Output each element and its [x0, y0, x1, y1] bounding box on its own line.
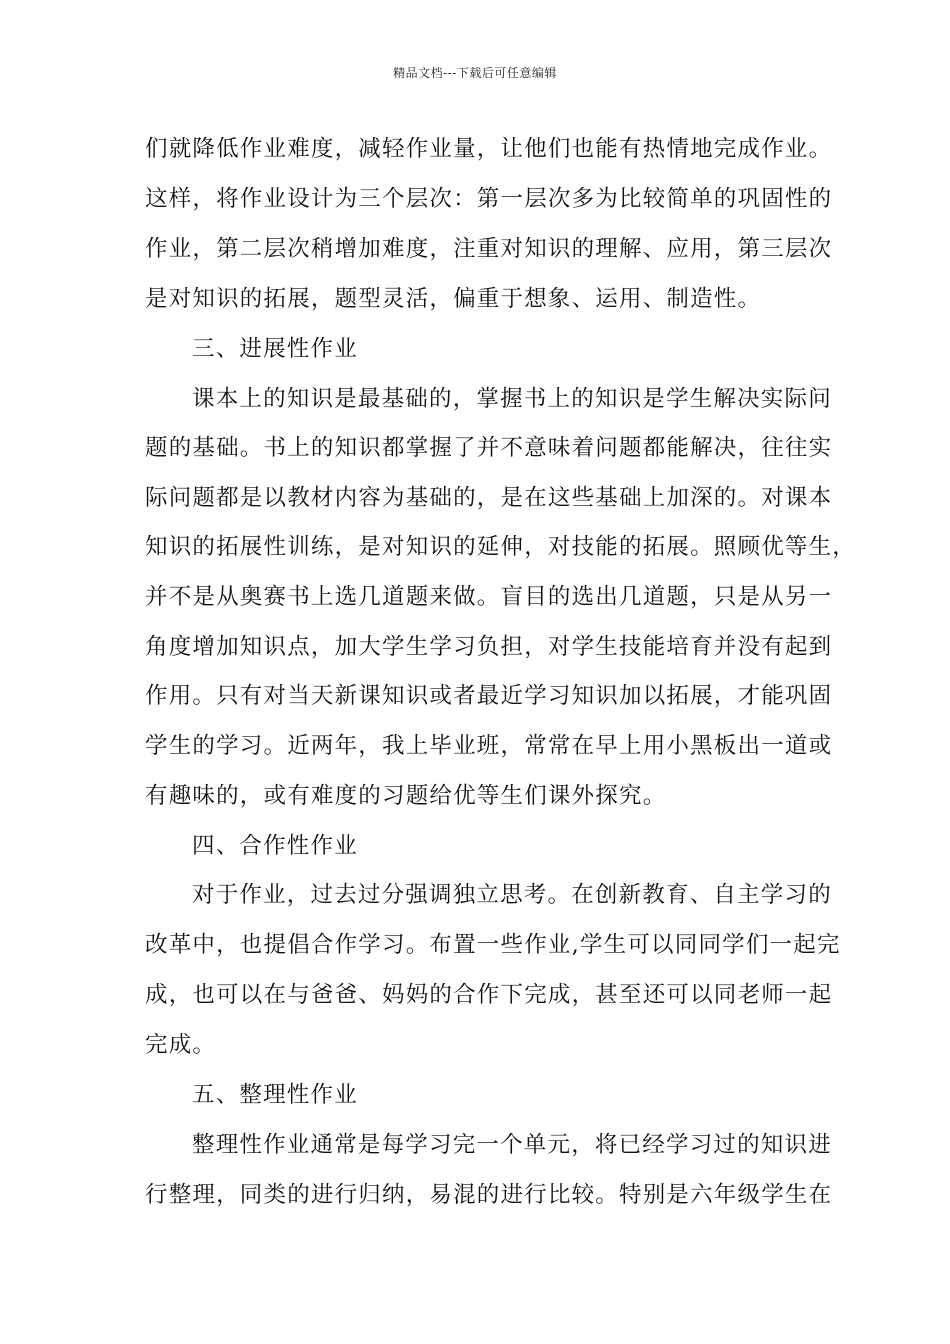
section-heading: 四、合作性作业: [192, 833, 358, 859]
paragraph-line: 作业，第二层次稍增加难度，注重对知识的理解、应用，第三层次: [145, 236, 833, 262]
paragraph-line: 知识的拓展性训练，是对知识的延伸，对技能的拓展。照顾优等生，: [145, 534, 857, 560]
paragraph-line: 并不是从奥赛书上选几道题来做。盲目的选出几道题，只是从另一: [145, 584, 833, 610]
paragraph-line: 整理性作业通常是每学习完一个单元，将已经学习过的知识进: [192, 1132, 832, 1158]
paragraph-line: 完成。: [145, 1032, 217, 1058]
paragraph-line: 角度增加知识点，加大学生学习负担，对学生技能培育并没有起到: [145, 634, 833, 660]
paragraph-line: 有趣味的，或有难度的习题给优等生们课外探究。: [145, 783, 667, 809]
paragraph-line: 学生的学习。近两年，我上毕业班，常常在早上用小黑板出一道或: [145, 733, 833, 759]
paragraph-line: 们就降低作业难度，减轻作业量，让他们也能有热情地完成作业。: [145, 136, 833, 162]
paragraph-line: 课本上的知识是最基础的，掌握书上的知识是学生解决实际问: [192, 386, 832, 412]
paragraph-line: 作用。只有对当天新课知识或者最近学习知识加以拓展，才能巩固: [145, 683, 833, 709]
paragraph-line: 是对知识的拓展，题型灵活，偏重于想象、运用、制造性。: [145, 286, 762, 312]
section-heading: 三、进展性作业: [192, 336, 358, 362]
section-heading: 五、整理性作业: [192, 1082, 358, 1108]
paragraph-line: 对于作业，过去过分强调独立思考。在创新教育、自主学习的: [192, 882, 832, 908]
paragraph-line: 改革中，也提倡合作学习。布置一些作业,学生可以同同学们一起完: [145, 932, 841, 958]
paragraph-line: 成，也可以在与爸爸、妈妈的合作下完成，甚至还可以同老师一起: [145, 982, 833, 1008]
paragraph-line: 这样，将作业设计为三个层次：第一层次多为比较简单的巩固性的: [145, 186, 833, 212]
paragraph-line: 际问题都是以教材内容为基础的，是在这些基础上加深的。对课本: [145, 485, 833, 511]
page-header: 精品文档---下载后可任意编辑: [393, 66, 557, 80]
paragraph-line: 题的基础。书上的知识都掌握了并不意味着问题都能解决，往往实: [145, 435, 833, 461]
paragraph-line: 行整理，同类的进行归纳，易混的进行比较。特别是六年级学生在: [145, 1182, 833, 1208]
